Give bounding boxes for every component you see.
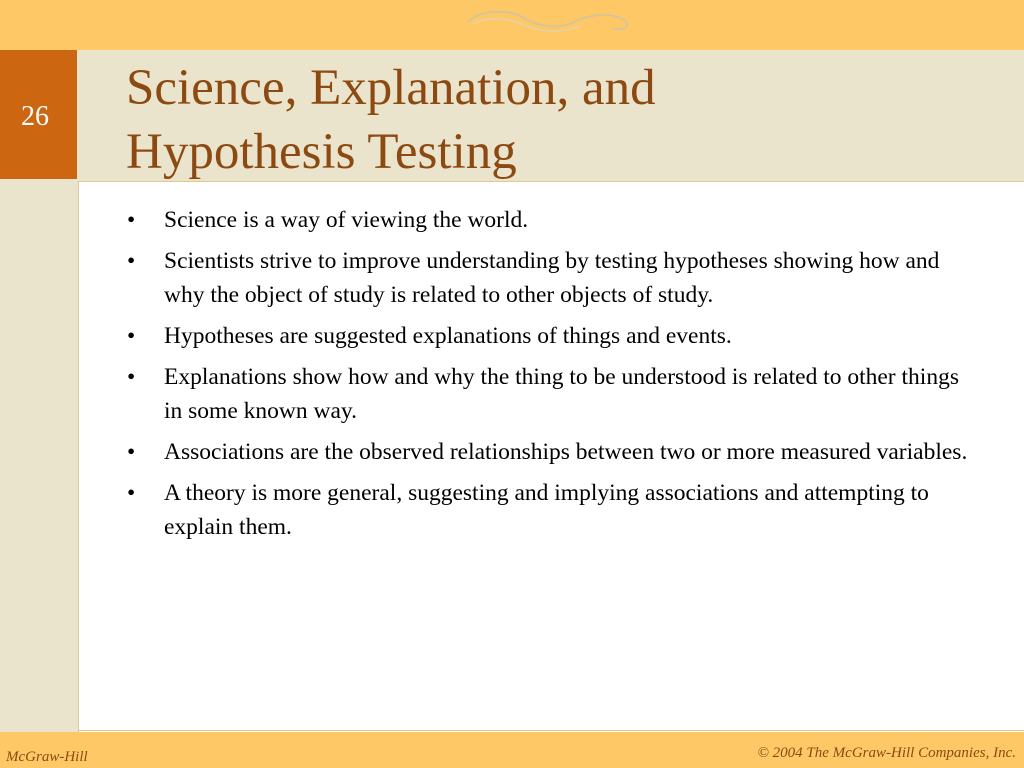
bullet-item: • Science is a way of viewing the world. (123, 203, 983, 237)
bullet-item: • Explanations show how and why the thing to be understood is related to other things in some known way. (123, 360, 983, 428)
slide-title-line-2: Hypothesis Testing (126, 124, 517, 180)
slide-title (126, 56, 1006, 184)
bullet-item: • Scientists strive to improve understanding by testing hypotheses showing how and why the object of study is related to other objects of study. (123, 244, 983, 312)
top-band (0, 0, 1024, 50)
left-rail (0, 181, 78, 732)
swirl-ornament-icon (462, 4, 637, 40)
left-rail-edge (78, 181, 79, 732)
bullet-item: • Hypotheses are suggested explanations of things and events. (123, 319, 983, 353)
footer-publisher: McGraw-Hill (6, 749, 88, 765)
bullet-item: • Associations are the observed relationships between two or more measured variables. (123, 435, 983, 469)
bullet-item: • A theory is more general, suggesting and implying associations and attempting to explain them. (123, 476, 983, 544)
footer-copyright: © 2004 The McGraw-Hill Companies, Inc. (757, 745, 1016, 761)
footer-divider (78, 730, 1024, 731)
slide-title-line-1: Science, Explanation, and (126, 60, 656, 116)
slide-number: 26 (21, 101, 49, 132)
bullet-list (123, 203, 983, 551)
title-divider (78, 181, 1024, 182)
